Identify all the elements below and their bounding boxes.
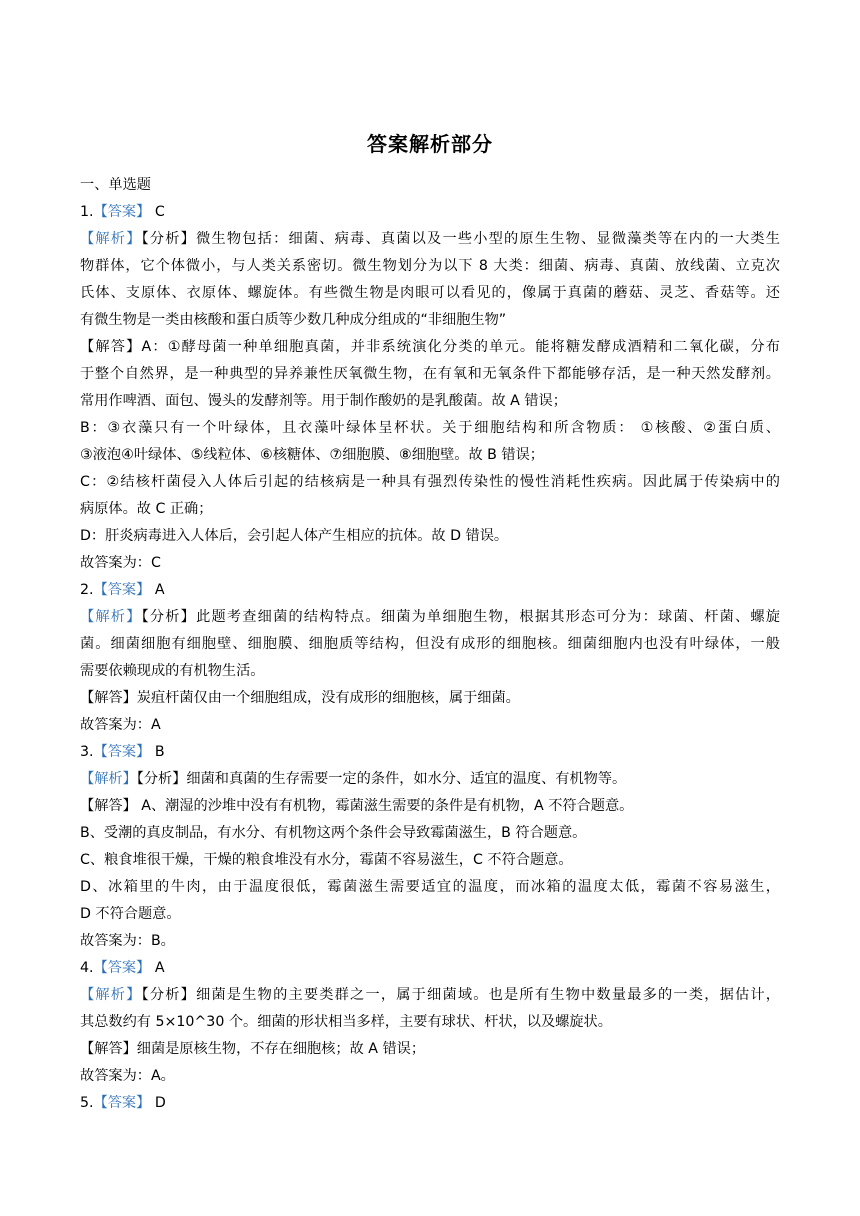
text-line xyxy=(80,307,780,334)
analysis-line xyxy=(80,226,780,253)
text-line xyxy=(80,712,780,739)
text-line xyxy=(80,928,780,955)
answer-line xyxy=(80,199,780,226)
answer-line xyxy=(80,577,780,604)
line-text: D 不符合题意。 xyxy=(80,906,181,922)
text-line xyxy=(80,685,780,712)
question-number: 2. xyxy=(80,582,94,598)
line-text: C、粮食堆很干燥，干燥的粮食堆没有水分，霉菌不容易滋生，C 不符合题意。 xyxy=(80,852,573,868)
text-line xyxy=(80,1063,780,1090)
line-text: C：②结核杆菌侵入人体后引起的结核病是一种具有强烈传染性的慢性消耗性疾病。因此属于传染病中的 xyxy=(80,474,780,490)
line-text: 【解答】 A、潮湿的沙堆中没有有机物，霉菌滋生需要的条件是有机物，A 不符合题意。 xyxy=(80,798,634,814)
text-line xyxy=(80,658,780,685)
text-line xyxy=(80,631,780,658)
line-text: 物群体，它个体微小，与人类关系密切。微生物划分为以下 8 大类：细菌、病毒、真菌、放线菌、立克次 xyxy=(80,258,780,274)
line-text: 故答案为：A xyxy=(80,717,161,733)
line-text: 【解答】炭疽杆菌仅由一个细胞组成，没有成形的细胞核，属于细菌。 xyxy=(80,690,520,706)
text-line xyxy=(80,550,780,577)
text-line xyxy=(80,901,780,928)
line-text: 需要依赖现成的有机物生活。 xyxy=(80,663,265,679)
line-text: 菌。细菌细胞有细胞壁、细胞膜、细胞质等结构，但没有成形的细胞核。细菌细胞内也没有叶绿体，一般 xyxy=(80,636,780,652)
text-line xyxy=(80,415,780,442)
analysis-line xyxy=(80,982,780,1009)
text-line xyxy=(80,847,780,874)
text-line xyxy=(80,334,780,361)
line-text: 故答案为：A。 xyxy=(80,1068,175,1084)
answer-line xyxy=(80,955,780,982)
text-line xyxy=(80,361,780,388)
section-heading: 一、单选题 xyxy=(80,177,151,193)
line-text: 【分析】此题考查细菌的结构特点。细菌为单细胞生物，根据其形态可分为：球菌、杆菌、螺旋 xyxy=(141,609,780,625)
text-line xyxy=(80,1009,780,1036)
line-text: 【分析】细菌是生物的主要类群之一，属于细菌域。也是所有生物中数量最多的一类，据估计， xyxy=(141,987,780,1003)
text-line xyxy=(80,820,780,847)
analysis-tag: 【解析】 xyxy=(80,987,142,1003)
line-text: A xyxy=(150,582,165,598)
line-text: B xyxy=(150,744,165,760)
text-line xyxy=(80,280,780,307)
answer-tag: 【答案】 xyxy=(93,582,151,598)
line-text: 【分析】细菌和真菌的生存需要一定的条件，如水分、适宜的温度、有机物等。 xyxy=(136,771,627,787)
line-text: 有微生物是一类由核酸和蛋白质等少数几种成分组成的“非细胞生物” xyxy=(80,312,507,328)
line-text: 其总数约有 5×10^30 个。细菌的形状相当多样，主要有球状、杆状，以及螺旋状。 xyxy=(80,1014,612,1030)
line-text: 故答案为：C xyxy=(80,555,161,571)
line-text: 氏体、支原体、衣原体、螺旋体。有些微生物是肉眼可以看见的，像属于真菌的蘑菇、灵芝、香菇等。还 xyxy=(80,285,780,301)
text-line xyxy=(80,1036,780,1063)
question-number: 1. xyxy=(80,204,94,220)
answer-line xyxy=(80,1090,780,1117)
question-number: 5. xyxy=(80,1095,94,1111)
analysis-line xyxy=(80,604,780,631)
page-title: 答案解析部分 xyxy=(367,132,493,156)
analysis-tag: 【解析】 xyxy=(80,231,142,247)
line-text: D xyxy=(150,1095,166,1111)
text-line xyxy=(80,469,780,496)
analysis-tag: 【解析】 xyxy=(80,609,142,625)
answer-tag: 【答案】 xyxy=(93,744,151,760)
line-text: D：肝炎病毒进入人体后，会引起人体产生相应的抗体。故 D 错误。 xyxy=(80,528,509,544)
line-text: 【分析】微生物包括：细菌、病毒、真菌以及一些小型的原生生物、显微藻类等在内的一大类生 xyxy=(141,231,780,247)
analysis-tag: 【解析】 xyxy=(80,771,137,787)
line-text: B：③衣藻只有一个叶绿体，且衣藻叶绿体呈杯状。关于细胞结构和所含物质： ①核酸、②蛋白质、 xyxy=(80,420,780,436)
text-line xyxy=(80,523,780,550)
text-line xyxy=(80,442,780,469)
line-text: 【解答】细菌是原核生物，不存在细胞核；故 A 错误； xyxy=(80,1041,426,1057)
analysis-line xyxy=(80,766,780,793)
line-text: 常用作啤酒、面包、馒头的发酵剂等。用于制作酸奶的是乳酸菌。故 A 错误； xyxy=(80,393,567,409)
text-line xyxy=(80,793,780,820)
answer-line xyxy=(80,739,780,766)
line-text: B、受潮的真皮制品，有水分、有机物这两个条件会导致霉菌滋生，B 符合题意。 xyxy=(80,825,587,841)
text-line xyxy=(80,496,780,523)
text-line xyxy=(80,253,780,280)
text-line xyxy=(80,874,780,901)
line-text: 病原体。故 C 正确； xyxy=(80,501,213,517)
question-number: 3. xyxy=(80,744,94,760)
question-number: 4. xyxy=(80,960,94,976)
answer-tag: 【答案】 xyxy=(93,960,151,976)
line-text: C xyxy=(150,204,165,220)
answer-tag: 【答案】 xyxy=(93,1095,151,1111)
line-text: 【解答】A：①酵母菌一种单细胞真菌，并非系统演化分类的单元。能将糖发酵成酒精和二氧化碳，分布 xyxy=(80,339,780,355)
text-line xyxy=(80,388,780,415)
line-text: D、冰箱里的牛肉，由于温度很低，霉菌滋生需要适宜的温度，而冰箱的温度太低，霉菌不容易滋生， xyxy=(80,879,780,895)
line-text: 故答案为：B。 xyxy=(80,933,175,949)
line-text: A xyxy=(150,960,165,976)
line-text: 于整个自然界，是一种典型的异养兼性厌氧微生物，在有氧和无氧条件下都能够存活，是一种天然发酵剂。 xyxy=(80,366,780,382)
answer-tag: 【答案】 xyxy=(93,204,151,220)
line-text: ③液泡④叶绿体、⑤线粒体、⑥核糖体、⑦细胞膜、⑧细胞壁。故 B 错误； xyxy=(80,447,544,463)
